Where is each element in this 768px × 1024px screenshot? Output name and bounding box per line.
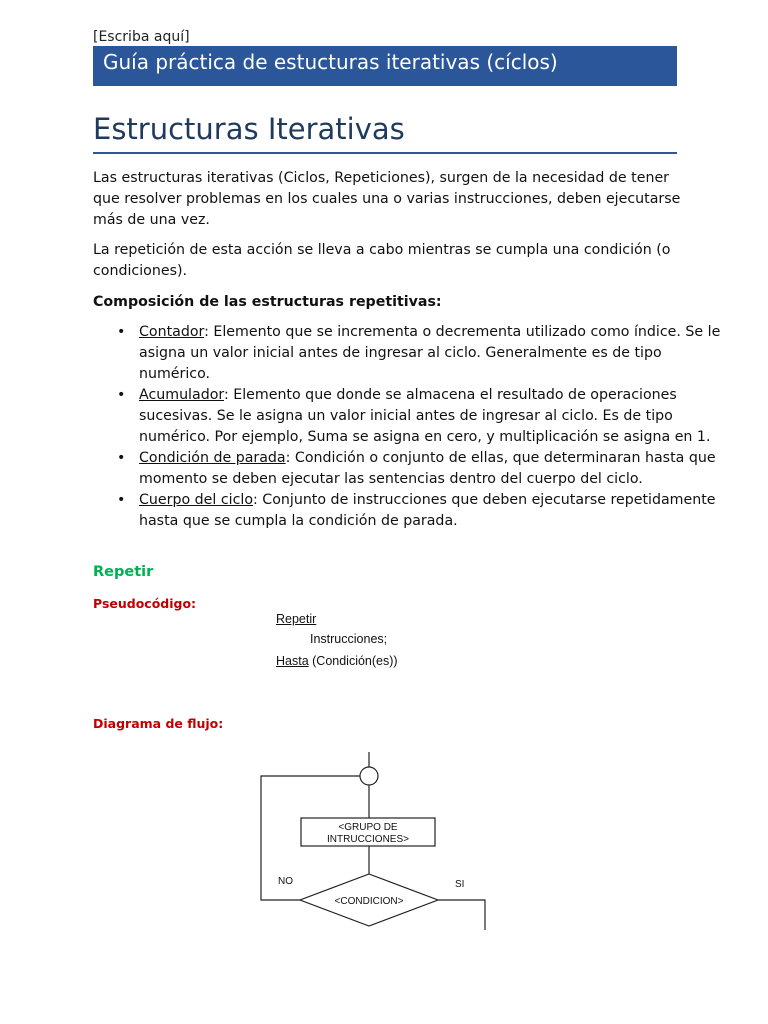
list-item	[117, 490, 729, 532]
bullet-icon: •	[117, 324, 126, 340]
flow-connector-circle	[360, 767, 378, 785]
pseudocode-condition: (Condición(es))	[308, 654, 398, 668]
bullet-term: Condición de parada	[139, 450, 286, 466]
document-title-bar	[93, 46, 677, 86]
list-item	[117, 385, 729, 448]
composition-list	[93, 322, 729, 532]
section-title: Estructuras Iterativas	[93, 112, 677, 154]
flowchart-label: Diagrama de flujo:	[93, 716, 224, 731]
list-item	[117, 322, 729, 385]
condition-paragraph: La repetición de esta acción se lleva a cabo mientras se cumpla una condición (o condiciones).	[93, 242, 671, 279]
pseudocode-line-repetir: Repetir	[276, 612, 317, 626]
pseudocode-line-hasta	[276, 654, 398, 668]
bullet-text: : Elemento que se incrementa o decrementa utilizado como índice. Se le asigna un valor inicial antes de ingresar al ciclo. Generalmente es de tipo numérico.	[139, 324, 721, 382]
composition-heading: Composición de las estructuras repetitivas:	[93, 294, 442, 310]
bullet-term: Acumulador	[139, 387, 224, 403]
flowchart-diagram	[255, 748, 495, 930]
repetir-heading: Repetir	[93, 564, 154, 580]
flow-exit-line	[438, 900, 485, 930]
header-placeholder[interactable]: [Escriba aquí]	[93, 29, 190, 45]
bullet-text: : Elemento que donde se almacena el resultado de operaciones sucesivas. Se le asigna un valor inicial antes de ingresar al ciclo. Es de tipo numérico. Por ejemplo, Suma se asigna en cero, y multiplicación se asigna en 1.	[139, 387, 711, 445]
bullet-icon: •	[117, 492, 126, 508]
intro-paragraph: Las estructuras iterativas (Ciclos, Repeticiones), surgen de la necesidad de tener que resolver problemas en los cuales una o varias instrucciones, deben ejecutarse más de una vez.	[93, 170, 681, 228]
flow-yes-label: SI	[455, 879, 465, 890]
instructions-box-line1: <GRUPO DE	[338, 822, 398, 833]
list-item	[117, 448, 729, 490]
flow-no-label: NO	[278, 876, 293, 887]
bullet-text: : Condición o conjunto de ellas, que determinaran hasta que momento se deben ejecutar las sentencias dentro del cuerpo del ciclo.	[139, 450, 716, 487]
bullet-text: : Conjunto de instrucciones que deben ejecutarse repetidamente hasta que se cumpla la condición de parada.	[139, 492, 716, 529]
instructions-box-line2: INTRUCCIONES>	[327, 834, 409, 845]
bullet-icon: •	[117, 450, 126, 466]
condition-text: <CONDICION>	[334, 896, 404, 907]
bullet-term: Cuerpo del ciclo	[139, 492, 254, 508]
document-title: Guía práctica de estucturas iterativas (cíclos)	[103, 50, 558, 74]
pseudocode-line-instrucciones: Instrucciones;	[310, 632, 388, 646]
bullet-term: Contador	[139, 324, 205, 340]
pseudocode-label: Pseudocódigo:	[93, 596, 197, 611]
bullet-icon: •	[117, 387, 126, 403]
pseudocode-keyword-hasta: Hasta	[276, 654, 309, 668]
